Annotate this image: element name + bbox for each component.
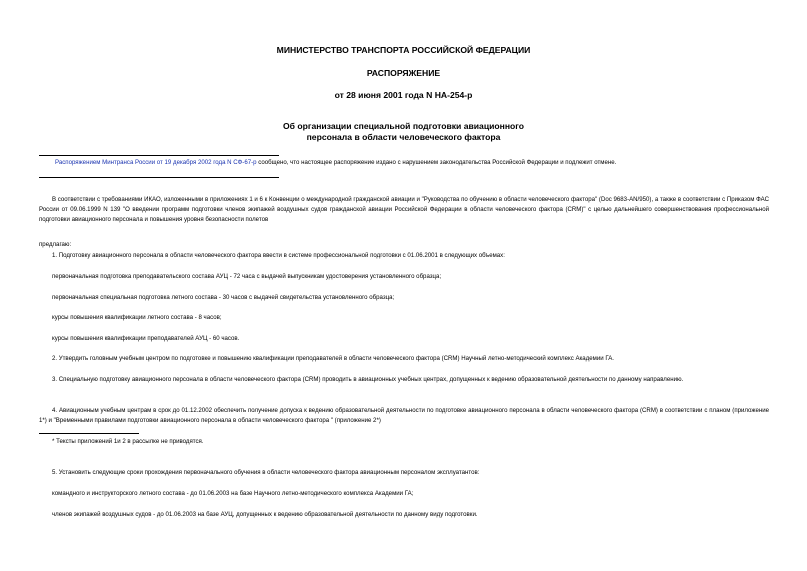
cancellation-notice-text: сообщено, что настоящее распоряжение издано с нарушением законодательства Российской Федерации и подлежит отмене. [256, 159, 617, 166]
intro-paragraph: В соответствии с требованиями ИКАО, изложенными в приложениях 1 и 6 к Конвенции о международной гражданской авиации и "Руководства по обучению в области человеческого фактора" (Doc 9683-AN/950), а также в соответствии с Приказом ФАС России от 09.06.1999 N 139 "О введении программ подготовки членов экипажей воздушных судов гражданской авиации Российской Федерации в области человеческого фактора (CRM)" с целью дальнейшего совершенствования профессиональной подготовки авиационного персонала и повышения уровня безопасности полетов [39, 196, 769, 223]
ministry-heading: МИНИСТЕРСТВО ТРАНСПОРТА РОССИЙСКОЙ ФЕДЕРАЦИИ [276, 45, 531, 55]
document-date-number: от 28 июня 2001 года N НА-254-р [334, 90, 473, 100]
item-1-c: курсы повышения квалификации летного состава - 8 часов; [52, 314, 222, 321]
item-1-a: первоначальная подготовка преподавательского состава АУЦ - 72 часа с выдачей выпускникам удостоверения установленного образца; [52, 273, 442, 280]
cancellation-notice [55, 158, 775, 168]
item-4: 4. Авиационным учебным центрам в срок до 01.12.2002 обеспечить получение допуска к ведению образовательной деятельности по подготовке авиационного персонала в области человеческого фактора (CRM) в соответствии с планом (приложение 1*) и "Временными правилами подготовки авиационного персонала в области человеческого фактора " (приложение 2*) [39, 407, 769, 424]
document-type: РАСПОРЯЖЕНИЕ [366, 68, 441, 78]
notice-top-rule [39, 155, 279, 156]
item-5-b: членов экипажей воздушных судов - до 01.06.2003 на базе АУЦ, допущенных к ведению образовательной деятельности по данному виду подготовки. [52, 511, 478, 518]
item-1-b: первоначальная специальная подготовка летного состава - 30 часов с выдачей свидетельства установленного образца; [52, 294, 395, 301]
item-1: 1. Подготовку авиационного персонала в области человеческого фактора ввести в системе профессиональной подготовки с 01.06.2001 в следующих объемах: [52, 252, 505, 259]
item-5-a: командного и инструкторского летного состава - до 01.06.2003 на базе Научного летно-методического комплекса Академии ГА; [52, 490, 414, 497]
item-1-d: курсы повышения квалификации преподавателей АУЦ - 60 часов. [52, 335, 240, 342]
document-title-line-1: Об организации специальной подготовки авиационного [282, 121, 524, 131]
item-3: 3. Специальную подготовку авиационного персонала в области человеческого фактора (CRM) проводить в авиационных учебных центрах, допущенных к ведению образовательной деятельности по данному направлению. [52, 376, 684, 383]
footnote-rule [39, 433, 139, 434]
item-5: 5. Установить следующие сроки прохождения первоначального обучения в области человеческого фактора авиационным персоналом эксплуатантов: [52, 469, 480, 476]
item-2: 2. Утвердить головным учебным центром по подготовке и повышению квалификации преподавателей в области человеческого фактора (CRM) Научный летно-методический комплекс Академии ГА. [52, 355, 614, 362]
cancellation-order-link[interactable]: Распоряжением Минтранса России от 19 декабря 2002 года N СФ-67-р [55, 159, 257, 166]
propose-text: предлагаю: [39, 241, 72, 248]
footnote: * Тексты приложений 1и 2 в рассылке не приводятся. [52, 438, 204, 445]
document-title-line-2: персонала в области человеческого фактора [306, 132, 501, 142]
notice-bottom-rule [39, 177, 279, 178]
